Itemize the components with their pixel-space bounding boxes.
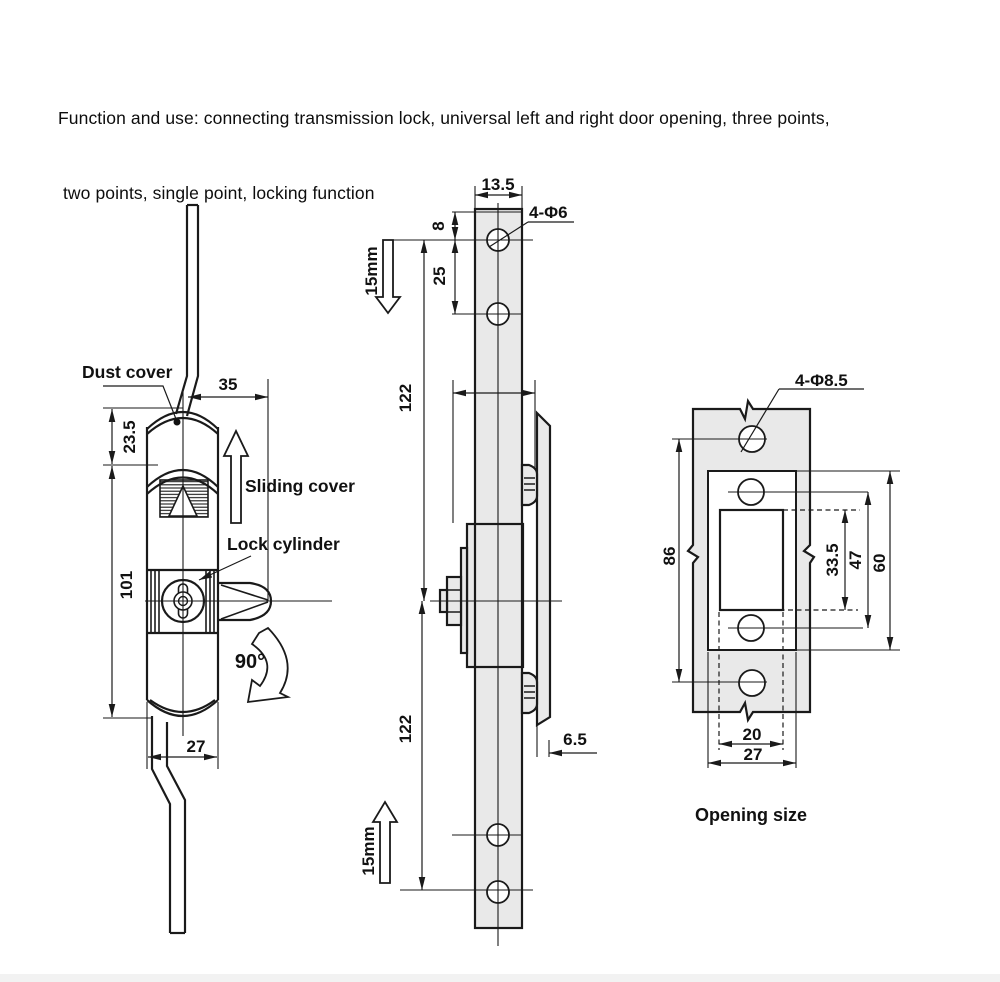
dim-122-bottom: 122 xyxy=(396,714,415,744)
dim-4-phi8-5: 4-Φ8.5 xyxy=(795,371,848,390)
dim-101: 101 xyxy=(117,570,136,600)
function-description-line2: two points, single point, locking function xyxy=(58,183,375,203)
lock-cylinder-label: Lock cylinder xyxy=(227,534,340,554)
dim-60: 60 xyxy=(870,553,889,573)
rotation-angle-label: 90° xyxy=(234,651,266,673)
lock-cylinder-leader xyxy=(199,556,251,580)
dim-15mm-bottom: 15mm xyxy=(359,826,378,876)
opening-rect xyxy=(720,510,783,610)
dim-122-top: 122 xyxy=(396,383,415,413)
sliding-cover-label: Sliding cover xyxy=(245,476,355,496)
front-view xyxy=(82,205,355,933)
dim-8: 8 xyxy=(429,221,448,231)
dim-23-5: 23.5 xyxy=(120,420,139,454)
rod-bottom xyxy=(152,716,185,933)
dim-35: 35 xyxy=(218,375,238,394)
dim-13-5: 13.5 xyxy=(481,175,515,194)
dim-25: 25 xyxy=(430,266,449,286)
opening-view xyxy=(660,371,900,825)
lower-latch xyxy=(522,673,537,713)
mount-plate xyxy=(537,413,550,725)
dust-cover-leader-dot xyxy=(174,419,181,426)
dim-33-5: 33.5 xyxy=(823,543,842,577)
dust-cover-leader xyxy=(103,386,176,419)
grip-pad xyxy=(160,480,208,517)
dust-cover-label: Dust cover xyxy=(82,362,173,382)
footer-divider xyxy=(0,974,1000,982)
hole xyxy=(739,670,765,696)
dim-27-front: 27 xyxy=(186,737,206,756)
rod-top xyxy=(176,205,198,416)
function-description-line1: Function and use: connecting transmission lock, universal left and right door opening, three points, xyxy=(58,108,830,128)
dim-20: 20 xyxy=(742,725,762,744)
dim-6-5: 6.5 xyxy=(563,730,587,749)
dim-86: 86 xyxy=(660,546,679,566)
dim-4-phi6: 4-Φ6 xyxy=(529,203,568,222)
dim-15mm-top: 15mm xyxy=(362,246,381,296)
dim-27-opening: 27 xyxy=(743,745,763,764)
opening-size-label: Opening size xyxy=(694,805,808,825)
upper-latch xyxy=(522,465,537,505)
dim-47: 47 xyxy=(846,550,865,570)
side-view xyxy=(359,175,597,946)
